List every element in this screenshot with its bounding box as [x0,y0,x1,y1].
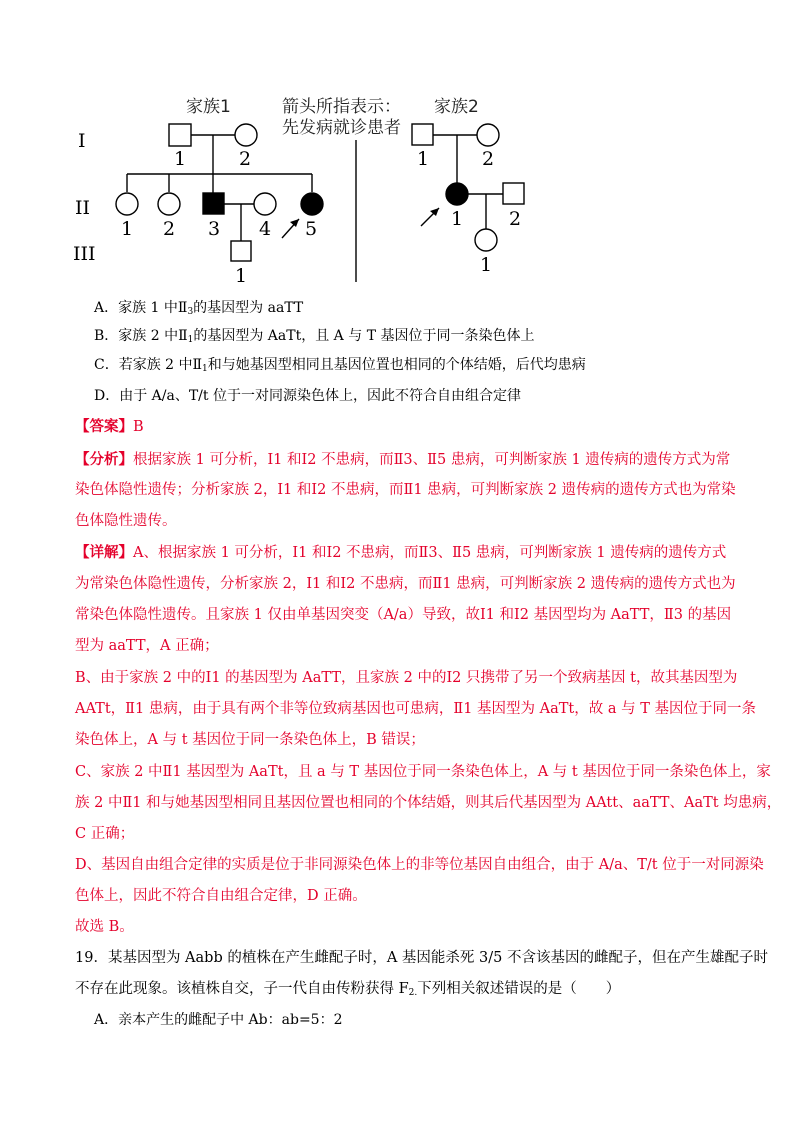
f2-I2-female [477,124,499,146]
note-line2: 先发病就诊患者 [282,118,401,138]
f1-II1-female [116,193,138,215]
detail-line-3: 常染色体隐性遗传。且家族 1 仅由单基因突变（A/a）导致，故Ⅰ1 和Ⅰ2 基因型均为 AaTT，Ⅱ3 的基因 [75,607,732,623]
f1-I1-male [169,124,191,146]
f1-I2-female [235,124,257,146]
svg-text:1: 1 [480,254,493,276]
svg-text:5: 5 [305,218,318,240]
analysis-line-1: 【分析】根据家族 1 可分析，Ⅰ1 和Ⅰ2 不患病，而Ⅱ3、Ⅱ5 患病，可判断家族 1 遗传病的遗传方式为常 [75,451,731,468]
question19-option-a: A．亲本产生的雌配子中 Ab：ab=5：2 [94,1012,343,1028]
family2-title: 家族2 [434,97,479,117]
f1-II2-female [158,193,180,215]
svg-text:2: 2 [239,148,252,170]
svg-text:2: 2 [509,208,522,230]
svg-text:4: 4 [259,218,272,240]
analysis-line-3: 色体隐性遗传。 [75,513,177,529]
svg-text:1: 1 [451,208,464,230]
detail-line-5: B、由于家族 2 中的Ⅰ1 的基因型为 AaTT，且家族 2 中的Ⅰ2 只携带了另一个致病基因 t，故其基因型为 [75,670,738,686]
detail-line-11: D、基因自由组合定律的实质是位于非同源染色体上的非等位基因自由组合，由于 A/a、T/t 位于一对同源染 [75,857,764,873]
gen-label-II: II [75,197,91,219]
svg-text:1: 1 [174,148,187,170]
f1-II3-affected-male [203,193,224,214]
gen-label-I: I [78,130,86,152]
detail-line-8: C、家族 2 中Ⅱ1 基因型为 AaTt，且 a 与 T 基因位于同一条染色体上，A 与 t 基因位于同一条染色体上，家 [75,764,771,780]
svg-text:1: 1 [121,218,134,240]
f1-II5-affected-female [301,193,323,215]
pedigree-diagram [0,0,800,290]
f2-II2-male [503,183,524,204]
f2-I1-male [412,124,433,145]
detail-line-9: 族 2 中Ⅱ1 和与她基因型相同且基因位置也相同的个体结婚，则其后代基因型为 AAtt、aaTT、AaTt 均患病， [75,795,782,811]
detail-line-7: 染色体上，A 与 t 基因位于同一条染色体上，B 错误； [75,732,425,748]
svg-text:1: 1 [417,148,430,170]
question19-line-2: 不存在此现象。该植株自交，子一代自由传粉获得 $F_{2.}$下列相关叙述错误的是（ ） [75,981,621,998]
detail-line-6: AATt，Ⅱ1 患病，由于具有两个非等位致病基因也可患病，Ⅱ1 基因型为 AaTt，故 a 与 T 基因位于同一条 [75,701,757,717]
detail-line-12: 色体上，因此不符合自由组合定律，D 正确。 [75,888,367,904]
detail-line-13: 故选 B。 [75,919,134,935]
detail-line-10: C 正确； [75,826,135,842]
question19-line-1: 19．某基因型为 Aabb 的植株在产生雌配子时，A 基因能杀死 3/5 不含该基因的雌配子，但在产生雄配子时 [75,950,768,966]
f2-II1-affected-female [446,183,468,205]
detail-line-2: 为常染色体隐性遗传，分析家族 2，Ⅰ1 和Ⅰ2 不患病，而Ⅱ1 患病，可判断家族 2 遗传病的遗传方式也为 [75,576,736,592]
svg-text:3: 3 [208,218,221,240]
svg-text:1: 1 [235,265,248,287]
f1-II4-female [254,193,276,215]
option-b: B．家族 2 中$Ⅱ_1$的基因型为 AaTt，且 A 与 T 基因位于同一条染色体上 [94,328,535,345]
svg-text:2: 2 [163,218,176,240]
answer-line: 【答案】B [75,418,144,435]
gen-label-III: III [73,243,96,265]
option-c: C．若家族 2 中$Ⅱ_1$和与她基因型相同且基因位置也相同的个体结婚，后代均患病 [94,357,586,374]
f2-III1-female [475,229,497,251]
note-line1: 箭头所指表示： [282,97,401,117]
family1-title: 家族1 [186,97,231,117]
f1-III1-male [231,241,251,261]
option-a: A．家族 1 中$Ⅱ_3$的基因型为 aaTT [94,300,304,317]
analysis-line-2: 染色体隐性遗传；分析家族 2，Ⅰ1 和Ⅰ2 不患病，而Ⅱ1 患病，可判断家族 2 遗传病的遗传方式也为常染 [75,482,736,498]
svg-text:2: 2 [482,148,495,170]
detail-line-1: 【详解】A、根据家族 1 可分析，Ⅰ1 和Ⅰ2 不患病，而Ⅱ3、Ⅱ5 患病，可判断家族 1 遗传病的遗传方式 [75,544,727,561]
detail-line-4: 型为 aaTT，A 正确； [75,638,219,654]
option-d: D．由于 A/a、T/t 位于一对同源染色体上，因此不符合自由组合定律 [94,388,521,404]
